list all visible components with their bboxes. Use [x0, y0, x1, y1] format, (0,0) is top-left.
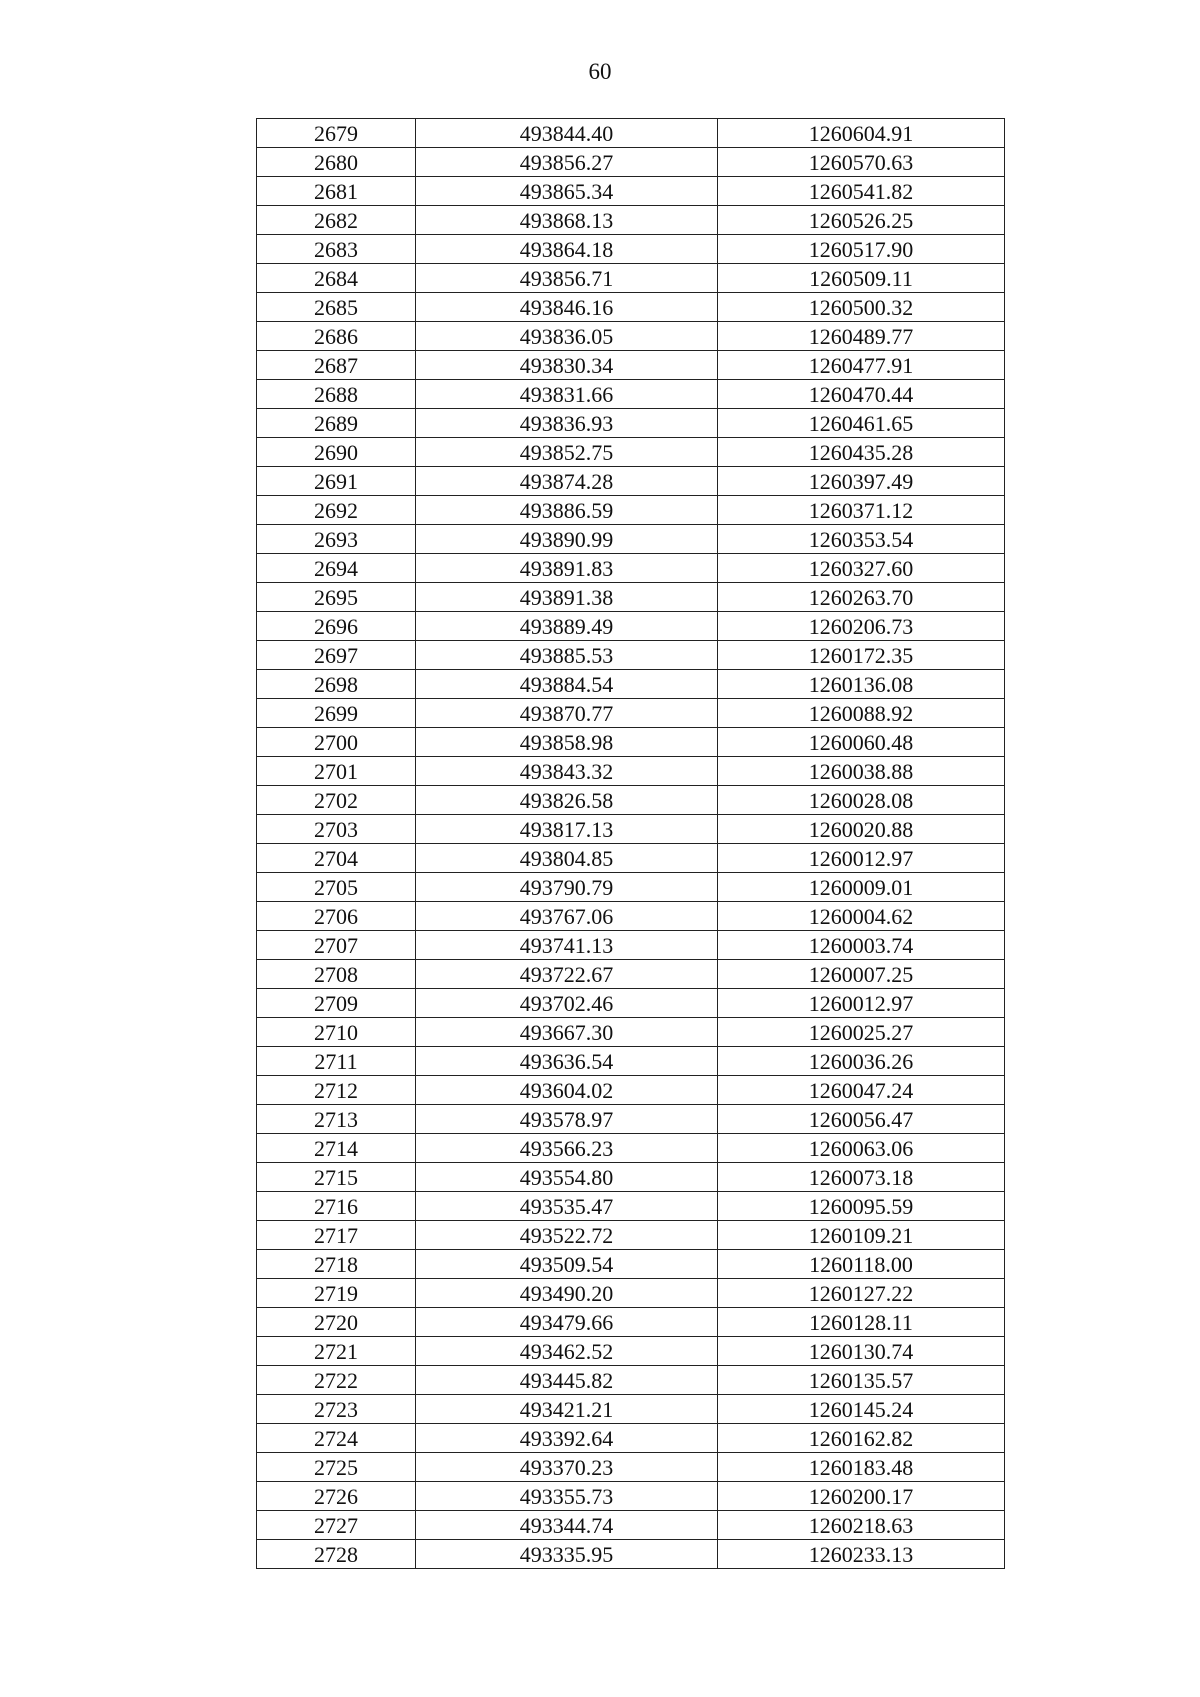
x-coordinate-cell: 493884.54 [416, 670, 718, 699]
table-row [257, 1076, 1005, 1105]
table-row [257, 293, 1005, 322]
x-coordinate-cell: 493741.13 [416, 931, 718, 960]
point-number-cell: 2712 [257, 1076, 416, 1105]
point-number-cell: 2699 [257, 699, 416, 728]
table-row [257, 670, 1005, 699]
x-coordinate-cell: 493355.73 [416, 1482, 718, 1511]
table-row [257, 1424, 1005, 1453]
point-number-cell: 2714 [257, 1134, 416, 1163]
point-number-cell: 2705 [257, 873, 416, 902]
x-coordinate-cell: 493844.40 [416, 119, 718, 148]
table-row [257, 641, 1005, 670]
y-coordinate-cell: 1260004.62 [718, 902, 1005, 931]
x-coordinate-cell: 493858.98 [416, 728, 718, 757]
point-number-cell: 2701 [257, 757, 416, 786]
table-row [257, 960, 1005, 989]
x-coordinate-cell: 493891.83 [416, 554, 718, 583]
point-number-cell: 2698 [257, 670, 416, 699]
x-coordinate-cell: 493702.46 [416, 989, 718, 1018]
point-number-cell: 2708 [257, 960, 416, 989]
y-coordinate-cell: 1260517.90 [718, 235, 1005, 264]
point-number-cell: 2695 [257, 583, 416, 612]
y-coordinate-cell: 1260128.11 [718, 1308, 1005, 1337]
y-coordinate-cell: 1260604.91 [718, 119, 1005, 148]
table-row [257, 438, 1005, 467]
table-row [257, 1134, 1005, 1163]
y-coordinate-cell: 1260020.88 [718, 815, 1005, 844]
y-coordinate-cell: 1260025.27 [718, 1018, 1005, 1047]
point-number-cell: 2715 [257, 1163, 416, 1192]
y-coordinate-cell: 1260063.06 [718, 1134, 1005, 1163]
point-number-cell: 2696 [257, 612, 416, 641]
point-number-cell: 2719 [257, 1279, 416, 1308]
x-coordinate-cell: 493790.79 [416, 873, 718, 902]
table-row [257, 1366, 1005, 1395]
y-coordinate-cell: 1260145.24 [718, 1395, 1005, 1424]
y-coordinate-cell: 1260007.25 [718, 960, 1005, 989]
point-number-cell: 2680 [257, 148, 416, 177]
x-coordinate-cell: 493826.58 [416, 786, 718, 815]
y-coordinate-cell: 1260218.63 [718, 1511, 1005, 1540]
y-coordinate-cell: 1260489.77 [718, 322, 1005, 351]
point-number-cell: 2684 [257, 264, 416, 293]
x-coordinate-cell: 493890.99 [416, 525, 718, 554]
x-coordinate-cell: 493522.72 [416, 1221, 718, 1250]
x-coordinate-cell: 493578.97 [416, 1105, 718, 1134]
point-number-cell: 2686 [257, 322, 416, 351]
y-coordinate-cell: 1260263.70 [718, 583, 1005, 612]
y-coordinate-cell: 1260038.88 [718, 757, 1005, 786]
y-coordinate-cell: 1260162.82 [718, 1424, 1005, 1453]
y-coordinate-cell: 1260570.63 [718, 148, 1005, 177]
table-row [257, 177, 1005, 206]
y-coordinate-cell: 1260526.25 [718, 206, 1005, 235]
y-coordinate-cell: 1260135.57 [718, 1366, 1005, 1395]
x-coordinate-cell: 493868.13 [416, 206, 718, 235]
x-coordinate-cell: 493566.23 [416, 1134, 718, 1163]
table-row [257, 902, 1005, 931]
coordinates-table [256, 118, 1005, 1569]
x-coordinate-cell: 493335.95 [416, 1540, 718, 1569]
y-coordinate-cell: 1260541.82 [718, 177, 1005, 206]
point-number-cell: 2690 [257, 438, 416, 467]
x-coordinate-cell: 493870.77 [416, 699, 718, 728]
point-number-cell: 2727 [257, 1511, 416, 1540]
point-number-cell: 2688 [257, 380, 416, 409]
y-coordinate-cell: 1260012.97 [718, 989, 1005, 1018]
x-coordinate-cell: 493344.74 [416, 1511, 718, 1540]
y-coordinate-cell: 1260183.48 [718, 1453, 1005, 1482]
point-number-cell: 2726 [257, 1482, 416, 1511]
x-coordinate-cell: 493889.49 [416, 612, 718, 641]
table-row [257, 989, 1005, 1018]
x-coordinate-cell: 493846.16 [416, 293, 718, 322]
y-coordinate-cell: 1260470.44 [718, 380, 1005, 409]
x-coordinate-cell: 493370.23 [416, 1453, 718, 1482]
y-coordinate-cell: 1260477.91 [718, 351, 1005, 380]
y-coordinate-cell: 1260206.73 [718, 612, 1005, 641]
x-coordinate-cell: 493604.02 [416, 1076, 718, 1105]
y-coordinate-cell: 1260109.21 [718, 1221, 1005, 1250]
y-coordinate-cell: 1260073.18 [718, 1163, 1005, 1192]
x-coordinate-cell: 493864.18 [416, 235, 718, 264]
table-row [257, 786, 1005, 815]
table-row [257, 873, 1005, 902]
table-row [257, 554, 1005, 583]
x-coordinate-cell: 493817.13 [416, 815, 718, 844]
table-row [257, 496, 1005, 525]
table-row [257, 1018, 1005, 1047]
table-row [257, 1308, 1005, 1337]
table-row [257, 583, 1005, 612]
y-coordinate-cell: 1260118.00 [718, 1250, 1005, 1279]
table-row [257, 467, 1005, 496]
point-number-cell: 2700 [257, 728, 416, 757]
x-coordinate-cell: 493836.05 [416, 322, 718, 351]
point-number-cell: 2721 [257, 1337, 416, 1366]
point-number-cell: 2693 [257, 525, 416, 554]
table-row [257, 612, 1005, 641]
y-coordinate-cell: 1260056.47 [718, 1105, 1005, 1134]
y-coordinate-cell: 1260028.08 [718, 786, 1005, 815]
point-number-cell: 2722 [257, 1366, 416, 1395]
table-row [257, 815, 1005, 844]
x-coordinate-cell: 493804.85 [416, 844, 718, 873]
table-row [257, 409, 1005, 438]
point-number-cell: 2681 [257, 177, 416, 206]
point-number-cell: 2723 [257, 1395, 416, 1424]
point-number-cell: 2703 [257, 815, 416, 844]
x-coordinate-cell: 493445.82 [416, 1366, 718, 1395]
y-coordinate-cell: 1260095.59 [718, 1192, 1005, 1221]
table-row [257, 351, 1005, 380]
table-row [257, 1453, 1005, 1482]
point-number-cell: 2689 [257, 409, 416, 438]
point-number-cell: 2707 [257, 931, 416, 960]
point-number-cell: 2691 [257, 467, 416, 496]
y-coordinate-cell: 1260009.01 [718, 873, 1005, 902]
y-coordinate-cell: 1260353.54 [718, 525, 1005, 554]
x-coordinate-cell: 493554.80 [416, 1163, 718, 1192]
y-coordinate-cell: 1260088.92 [718, 699, 1005, 728]
x-coordinate-cell: 493891.38 [416, 583, 718, 612]
x-coordinate-cell: 493490.20 [416, 1279, 718, 1308]
y-coordinate-cell: 1260060.48 [718, 728, 1005, 757]
point-number-cell: 2716 [257, 1192, 416, 1221]
point-number-cell: 2706 [257, 902, 416, 931]
x-coordinate-cell: 493535.47 [416, 1192, 718, 1221]
table-row [257, 1511, 1005, 1540]
point-number-cell: 2682 [257, 206, 416, 235]
point-number-cell: 2683 [257, 235, 416, 264]
x-coordinate-cell: 493767.06 [416, 902, 718, 931]
coordinates-table-body [257, 119, 1005, 1569]
point-number-cell: 2694 [257, 554, 416, 583]
table-row [257, 264, 1005, 293]
table-row [257, 1337, 1005, 1366]
point-number-cell: 2718 [257, 1250, 416, 1279]
x-coordinate-cell: 493886.59 [416, 496, 718, 525]
y-coordinate-cell: 1260509.11 [718, 264, 1005, 293]
point-number-cell: 2709 [257, 989, 416, 1018]
table-row [257, 1279, 1005, 1308]
table-row [257, 844, 1005, 873]
x-coordinate-cell: 493856.27 [416, 148, 718, 177]
point-number-cell: 2704 [257, 844, 416, 873]
x-coordinate-cell: 493874.28 [416, 467, 718, 496]
y-coordinate-cell: 1260500.32 [718, 293, 1005, 322]
table-row [257, 699, 1005, 728]
table-row [257, 1105, 1005, 1134]
x-coordinate-cell: 493843.32 [416, 757, 718, 786]
y-coordinate-cell: 1260036.26 [718, 1047, 1005, 1076]
y-coordinate-cell: 1260003.74 [718, 931, 1005, 960]
y-coordinate-cell: 1260435.28 [718, 438, 1005, 467]
x-coordinate-cell: 493856.71 [416, 264, 718, 293]
x-coordinate-cell: 493836.93 [416, 409, 718, 438]
y-coordinate-cell: 1260012.97 [718, 844, 1005, 873]
table-row [257, 1221, 1005, 1250]
point-number-cell: 2711 [257, 1047, 416, 1076]
y-coordinate-cell: 1260371.12 [718, 496, 1005, 525]
x-coordinate-cell: 493722.67 [416, 960, 718, 989]
table-row [257, 525, 1005, 554]
point-number-cell: 2713 [257, 1105, 416, 1134]
table-row [257, 380, 1005, 409]
point-number-cell: 2720 [257, 1308, 416, 1337]
point-number-cell: 2692 [257, 496, 416, 525]
table-row [257, 1395, 1005, 1424]
y-coordinate-cell: 1260327.60 [718, 554, 1005, 583]
x-coordinate-cell: 493885.53 [416, 641, 718, 670]
table-row [257, 235, 1005, 264]
x-coordinate-cell: 493852.75 [416, 438, 718, 467]
y-coordinate-cell: 1260047.24 [718, 1076, 1005, 1105]
x-coordinate-cell: 493462.52 [416, 1337, 718, 1366]
y-coordinate-cell: 1260461.65 [718, 409, 1005, 438]
x-coordinate-cell: 493865.34 [416, 177, 718, 206]
x-coordinate-cell: 493421.21 [416, 1395, 718, 1424]
point-number-cell: 2679 [257, 119, 416, 148]
page-number: 60 [588, 59, 612, 84]
table-row [257, 1192, 1005, 1221]
point-number-cell: 2702 [257, 786, 416, 815]
x-coordinate-cell: 493509.54 [416, 1250, 718, 1279]
point-number-cell: 2710 [257, 1018, 416, 1047]
y-coordinate-cell: 1260397.49 [718, 467, 1005, 496]
table-row [257, 148, 1005, 177]
table-row [257, 1250, 1005, 1279]
table-row [257, 119, 1005, 148]
x-coordinate-cell: 493831.66 [416, 380, 718, 409]
x-coordinate-cell: 493830.34 [416, 351, 718, 380]
table-row [257, 1482, 1005, 1511]
point-number-cell: 2687 [257, 351, 416, 380]
table-row [257, 931, 1005, 960]
table-row [257, 206, 1005, 235]
y-coordinate-cell: 1260172.35 [718, 641, 1005, 670]
table-row [257, 757, 1005, 786]
point-number-cell: 2685 [257, 293, 416, 322]
y-coordinate-cell: 1260130.74 [718, 1337, 1005, 1366]
x-coordinate-cell: 493667.30 [416, 1018, 718, 1047]
table-row [257, 1163, 1005, 1192]
point-number-cell: 2728 [257, 1540, 416, 1569]
point-number-cell: 2697 [257, 641, 416, 670]
table-row [257, 322, 1005, 351]
x-coordinate-cell: 493479.66 [416, 1308, 718, 1337]
table-row [257, 728, 1005, 757]
x-coordinate-cell: 493636.54 [416, 1047, 718, 1076]
y-coordinate-cell: 1260233.13 [718, 1540, 1005, 1569]
x-coordinate-cell: 493392.64 [416, 1424, 718, 1453]
point-number-cell: 2725 [257, 1453, 416, 1482]
y-coordinate-cell: 1260136.08 [718, 670, 1005, 699]
y-coordinate-cell: 1260200.17 [718, 1482, 1005, 1511]
point-number-cell: 2724 [257, 1424, 416, 1453]
y-coordinate-cell: 1260127.22 [718, 1279, 1005, 1308]
table-row [257, 1540, 1005, 1569]
point-number-cell: 2717 [257, 1221, 416, 1250]
table-row [257, 1047, 1005, 1076]
